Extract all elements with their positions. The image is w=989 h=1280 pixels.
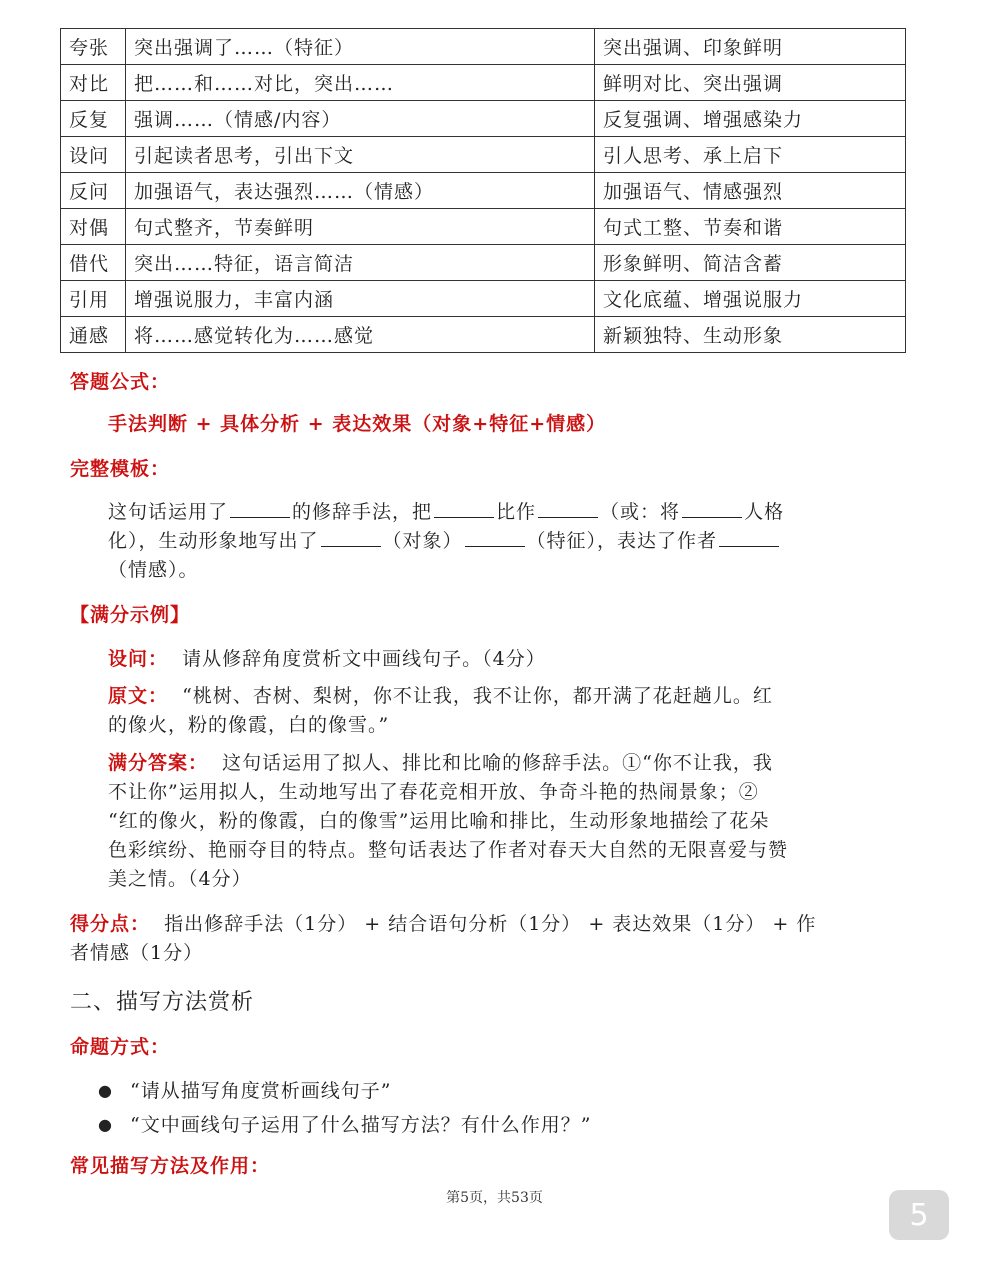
methods-label: 常见描写方法及作用： <box>70 1155 271 1177</box>
rhetoric-name: 对比 <box>61 65 126 101</box>
template-text: （或：将 <box>600 501 681 523</box>
list-item <box>70 1074 591 1108</box>
table-row <box>61 209 906 245</box>
rhetoric-name: 设问 <box>61 137 126 173</box>
rhetoric-name: 夸张 <box>61 29 126 65</box>
answer-text: 这句话运用了拟人、排比和比喻的修辞手法。①“你不让我，我 <box>222 752 773 774</box>
fill-blank <box>682 499 742 518</box>
rhetoric-effect: 新颖独特、生动形象 <box>595 317 906 353</box>
rhetoric-usage: 突出强调了……（特征） <box>126 29 595 65</box>
rhetoric-effect: 突出强调、印象鲜明 <box>595 29 906 65</box>
list-item <box>70 1108 591 1142</box>
rhetoric-effect: 加强语气、情感强烈 <box>595 173 906 209</box>
original-label: 原文： <box>108 685 169 707</box>
answer-label: 满分答案： <box>108 752 209 774</box>
template-text: 这句话运用了 <box>108 501 229 523</box>
rhetoric-table <box>60 28 906 353</box>
question-label: 设问： <box>108 648 169 670</box>
table-row <box>61 65 906 101</box>
rhetoric-effect: 形象鲜明、简洁含蓄 <box>595 245 906 281</box>
list-item-text: “文中画线句子运用了什么描写方法？有什么作用？” <box>130 1114 592 1136</box>
bullet-icon: ● <box>98 1081 113 1100</box>
bullet-icon: ● <box>98 1115 113 1134</box>
rhetoric-name: 借代 <box>61 245 126 281</box>
fill-blank <box>434 499 494 518</box>
table-row <box>61 137 906 173</box>
template-text: 人格 <box>744 501 785 523</box>
rhetoric-usage: 强调……（情感/内容） <box>126 101 595 137</box>
rhetoric-name: 反复 <box>61 101 126 137</box>
scoring-points <box>70 910 920 968</box>
rhetoric-usage: 句式整齐，节奏鲜明 <box>126 209 595 245</box>
table-row <box>61 245 906 281</box>
formula-label: 答题公式： <box>70 371 171 393</box>
rhetoric-usage: 增强说服力，丰富内涵 <box>126 281 595 317</box>
example-question <box>108 645 546 674</box>
section-heading: 二、描写方法赏析 <box>70 990 255 1015</box>
table-row <box>61 173 906 209</box>
template-text: 化），生动形象地写出了 <box>108 530 319 552</box>
template-text: 比作 <box>496 501 537 523</box>
answer-text: 色彩缤纷、艳丽夺目的特点。整句话表达了作者对春天大自然的无限喜爱与赞 <box>108 839 789 861</box>
scoring-text: 指出修辞手法（1分） + 结合语句分析（1分） + 表达效果（1分） + 作 <box>164 913 817 935</box>
example-original <box>108 682 898 740</box>
answer-text: “红的像火，粉的像霞，白的像雪”运用比喻和排比，生动形象地描绘了花朵 <box>108 810 770 832</box>
rhetoric-usage: 把……和……对比，突出…… <box>126 65 595 101</box>
table-row <box>61 29 906 65</box>
question-method-list <box>70 1074 591 1142</box>
page-footer: 第5页，共53页 <box>446 1190 543 1206</box>
rhetoric-effect: 句式工整、节奏和谐 <box>595 209 906 245</box>
fill-blank <box>465 528 525 547</box>
fill-blank <box>538 499 598 518</box>
rhetoric-effect: 引人思考、承上启下 <box>595 137 906 173</box>
rhetoric-name: 反问 <box>61 173 126 209</box>
template-text: （特征），表达了作者 <box>526 530 718 552</box>
table-row <box>61 281 906 317</box>
rhetoric-name: 引用 <box>61 281 126 317</box>
answer-text: 美之情。（4分） <box>108 868 252 890</box>
rhetoric-name: 通感 <box>61 317 126 353</box>
rhetoric-effect: 文化底蕴、增强说服力 <box>595 281 906 317</box>
rhetoric-effect: 反复强调、增强感染力 <box>595 101 906 137</box>
rhetoric-usage: 将……感觉转化为……感觉 <box>126 317 595 353</box>
fill-blank <box>719 528 779 547</box>
answer-text: 不让你”运用拟人，生动地写出了春花竞相开放、争奇斗艳的热闹景象；② <box>108 781 759 803</box>
table-row <box>61 101 906 137</box>
formula-text: 手法判断 + 具体分析 + 表达效果（对象+特征+情感） <box>108 413 607 435</box>
list-item-text: “请从描写角度赏析画线句子” <box>130 1080 392 1102</box>
original-text: “桃树、杏树、梨树，你不让我，我不让你，都开满了花赶趟儿。红 <box>182 685 773 707</box>
page-number-badge: 5 <box>889 1190 949 1240</box>
template-text: （情感）。 <box>108 559 199 581</box>
scoring-label: 得分点： <box>70 913 151 935</box>
fill-blank <box>230 499 290 518</box>
template-text: （对象） <box>382 530 463 552</box>
table-row <box>61 317 906 353</box>
template-body <box>108 498 888 585</box>
example-label: 【满分示例】 <box>70 604 191 626</box>
scoring-text: 者情感（1分） <box>70 942 204 964</box>
rhetoric-usage: 引起读者思考，引出下文 <box>126 137 595 173</box>
rhetoric-effect: 鲜明对比、突出强调 <box>595 65 906 101</box>
rhetoric-usage: 加强语气，表达强烈……（情感） <box>126 173 595 209</box>
rhetoric-usage: 突出……特征，语言简洁 <box>126 245 595 281</box>
original-text: 的像火，粉的像霞，白的像雪。” <box>108 714 390 736</box>
fill-blank <box>321 528 381 547</box>
question-method-label: 命题方式： <box>70 1036 171 1058</box>
question-text: 请从修辞角度赏析文中画线句子。（4分） <box>182 648 546 670</box>
example-answer <box>108 749 898 894</box>
template-text: 的修辞手法，把 <box>292 501 433 523</box>
template-label: 完整模板： <box>70 458 171 480</box>
rhetoric-name: 对偶 <box>61 209 126 245</box>
